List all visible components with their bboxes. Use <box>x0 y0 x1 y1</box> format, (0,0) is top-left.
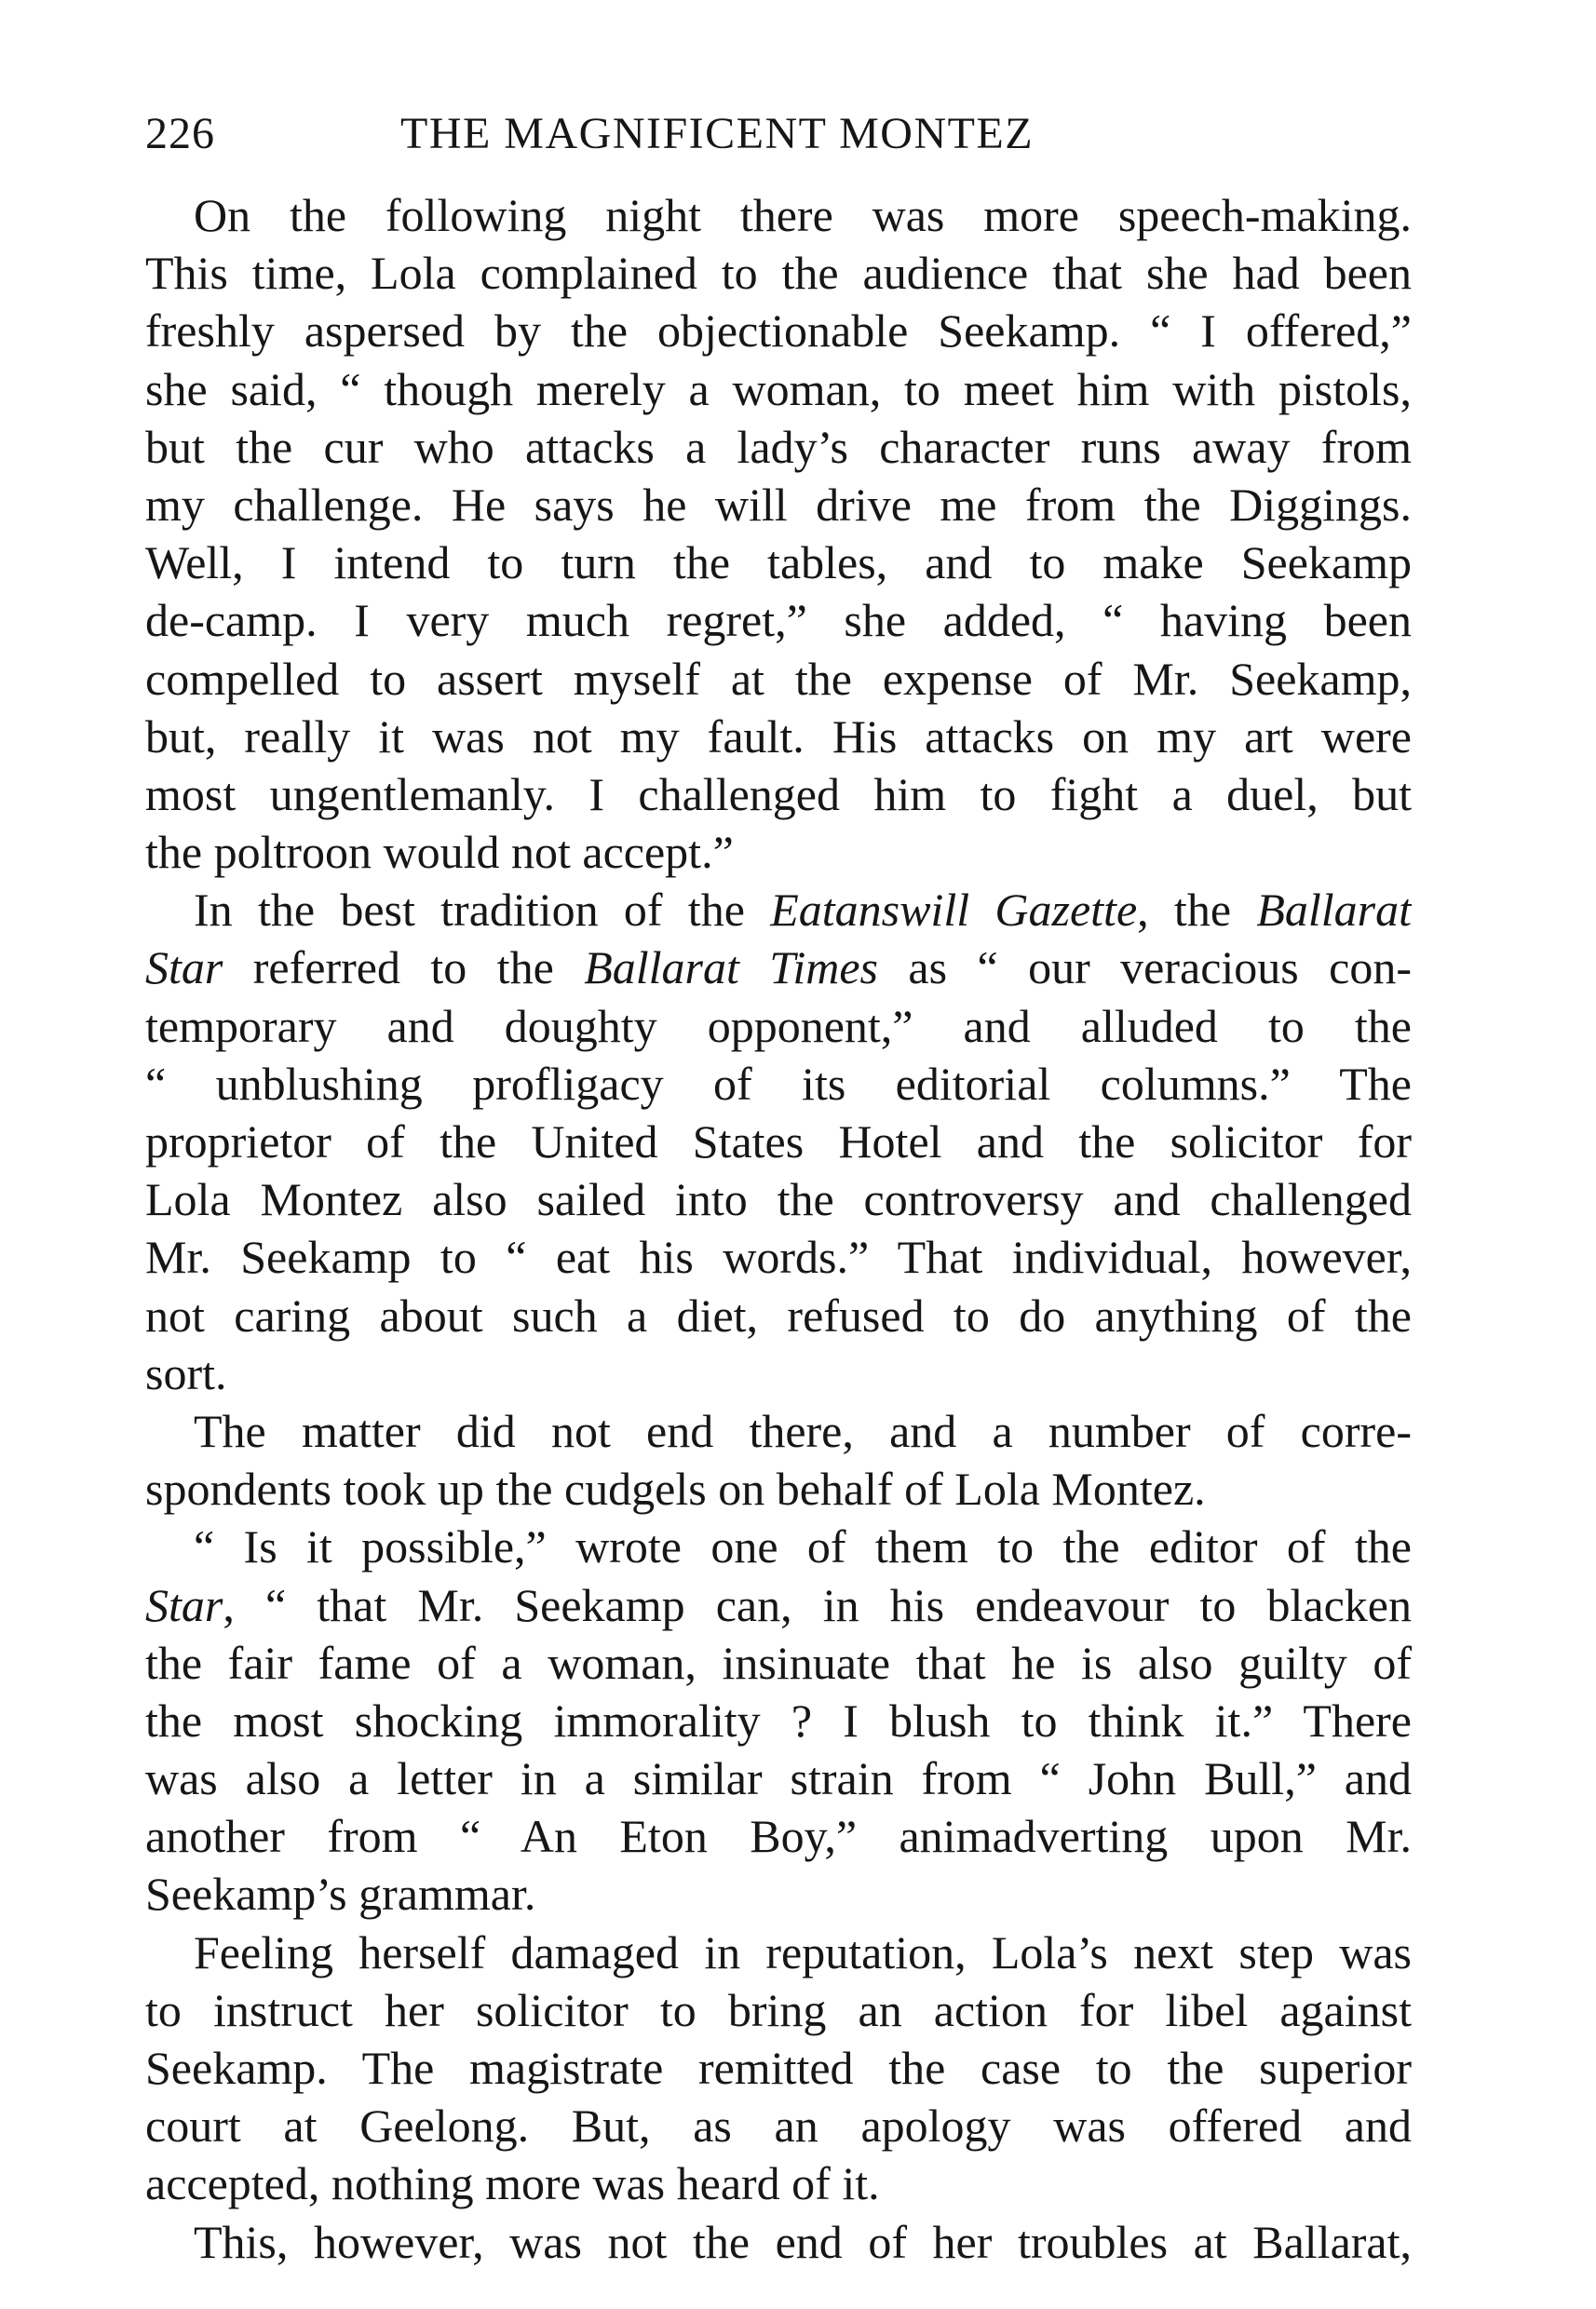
text-line <box>145 1287 1412 1344</box>
text-run: my challenge. He says he will drive me from the Diggings. <box>145 478 1412 531</box>
text-line <box>145 302 1412 359</box>
page-number: 226 <box>145 109 215 158</box>
text-run: not caring about such a diet, refused to do anything of the <box>145 1289 1412 1342</box>
text-line <box>145 2154 1412 2212</box>
text-run: , the <box>1137 884 1257 937</box>
text-run: was also a letter in a similar strain from “ John Bull,” and <box>145 1752 1412 1805</box>
text-run: most ungentlemanly. I challenged him to fight a duel, but <box>145 767 1412 820</box>
text-line <box>145 2213 1412 2271</box>
text-line <box>145 708 1412 765</box>
text-run: Well, I intend to turn the tables, and to make Seekamp <box>145 536 1412 589</box>
text-line <box>145 1634 1412 1692</box>
text-line <box>145 418 1412 476</box>
text-line <box>145 1518 1412 1575</box>
text-run: This, however, was not the end of her troubles at Ballarat, <box>194 2215 1412 2268</box>
text-run: Lola Montez also sailed into the controversy and challenged <box>145 1173 1412 1226</box>
text-line <box>145 1228 1412 1286</box>
text-line <box>145 360 1412 418</box>
text-run: but the cur who attacks a lady’s character runs away from <box>145 420 1412 473</box>
text-line <box>145 2039 1412 2097</box>
text-run: On the following night there was more speech-making. <box>194 189 1412 241</box>
text-line <box>145 186 1412 244</box>
text-run: de-camp. I very much regret,” she added, “ having been <box>145 594 1412 647</box>
text-line <box>145 1402 1412 1460</box>
text-line <box>145 476 1412 533</box>
text-run: This time, Lola complained to the audience that she had been <box>145 247 1412 300</box>
text-line <box>145 533 1412 591</box>
page-header <box>145 104 1412 164</box>
text-run: but, really it was not my fault. His attacks on my art were <box>145 709 1412 763</box>
text-run: The matter did not end there, and a number of corre- <box>194 1404 1412 1457</box>
text-run: she said, “ though merely a woman, to meet him with pistols, <box>145 362 1412 415</box>
text-line <box>145 244 1412 302</box>
text-run: the fair fame of a woman, insinuate that he is also guilty of <box>145 1636 1412 1689</box>
text-line <box>145 997 1412 1055</box>
text-run: referred to the <box>223 941 585 994</box>
text-run: In the best tradition of the <box>194 884 771 937</box>
text-line <box>145 823 1412 881</box>
text-line <box>145 1055 1412 1113</box>
text-run: freshly aspersed by the objectionable Seekamp. “ I offered,” <box>145 304 1412 358</box>
text-line <box>145 881 1412 938</box>
text-run: “ unblushing profligacy of its editorial columns.” The <box>145 1057 1412 1110</box>
text-line <box>145 1170 1412 1228</box>
text-run: another from “ An Eton Boy,” animadverting upon Mr. <box>145 1810 1412 1863</box>
text-run: sort. <box>145 1346 227 1399</box>
text-run: to instruct her solicitor to bring an action for libel against <box>145 1983 1412 2036</box>
text-line <box>145 2097 1412 2154</box>
running-title: THE MAGNIFICENT MONTEZ <box>400 109 1035 158</box>
text-run: Seekamp. The magistrate remitted the case to the superior <box>145 2042 1412 2094</box>
text-line <box>145 1981 1412 2039</box>
text-line <box>145 1692 1412 1749</box>
text-line <box>145 765 1412 823</box>
text-line <box>145 1749 1412 1807</box>
text-line <box>145 1460 1412 1518</box>
text-run: the poltroon would not accept.” <box>145 826 734 879</box>
text-run: Mr. Seekamp to “ eat his words.” That individual, however, <box>145 1231 1412 1284</box>
text-run: Feeling herself damaged in reputation, Lola’s next step was <box>194 1925 1412 1978</box>
text-run: the most shocking immorality ? I blush to think it.” There <box>145 1694 1412 1747</box>
text-line <box>145 1576 1412 1634</box>
text-run: “ Is it possible,” wrote one of them to the editor of the <box>194 1520 1412 1573</box>
text-run: , “ that Mr. Seekamp can, in his endeavour to blacken <box>223 1578 1412 1631</box>
text-line <box>145 591 1412 649</box>
text-run: spondents took up the cudgels on behalf of Lola Montez. <box>145 1463 1206 1516</box>
text-run: court at Geelong. But, as an apology was offered and <box>145 2100 1412 2153</box>
italic-text: Ballarat <box>1256 884 1412 937</box>
text-line <box>145 1924 1412 1981</box>
text-line <box>145 650 1412 708</box>
text-run: Seekamp’s grammar. <box>145 1868 536 1921</box>
text-run: temporary and doughty opponent,” and alluded to the <box>145 999 1412 1052</box>
text-line <box>145 1344 1412 1402</box>
italic-text: Star <box>145 1578 223 1631</box>
text-run: proprietor of the United States Hotel and the solicitor for <box>145 1115 1412 1168</box>
italic-text: Eatanswill Gazette <box>770 884 1138 937</box>
text-line <box>145 1113 1412 1170</box>
text-run: as “ our veracious con- <box>878 941 1412 994</box>
italic-text: Star <box>145 941 223 994</box>
italic-text: Ballarat Times <box>584 941 878 994</box>
text-run: accepted, nothing more was heard of it. <box>145 2157 880 2210</box>
text-line <box>145 1865 1412 1923</box>
text-run: compelled to assert myself at the expense of Mr. Seekamp, <box>145 652 1412 705</box>
text-line <box>145 1807 1412 1865</box>
body-text <box>145 186 1412 2271</box>
text-line <box>145 938 1412 996</box>
